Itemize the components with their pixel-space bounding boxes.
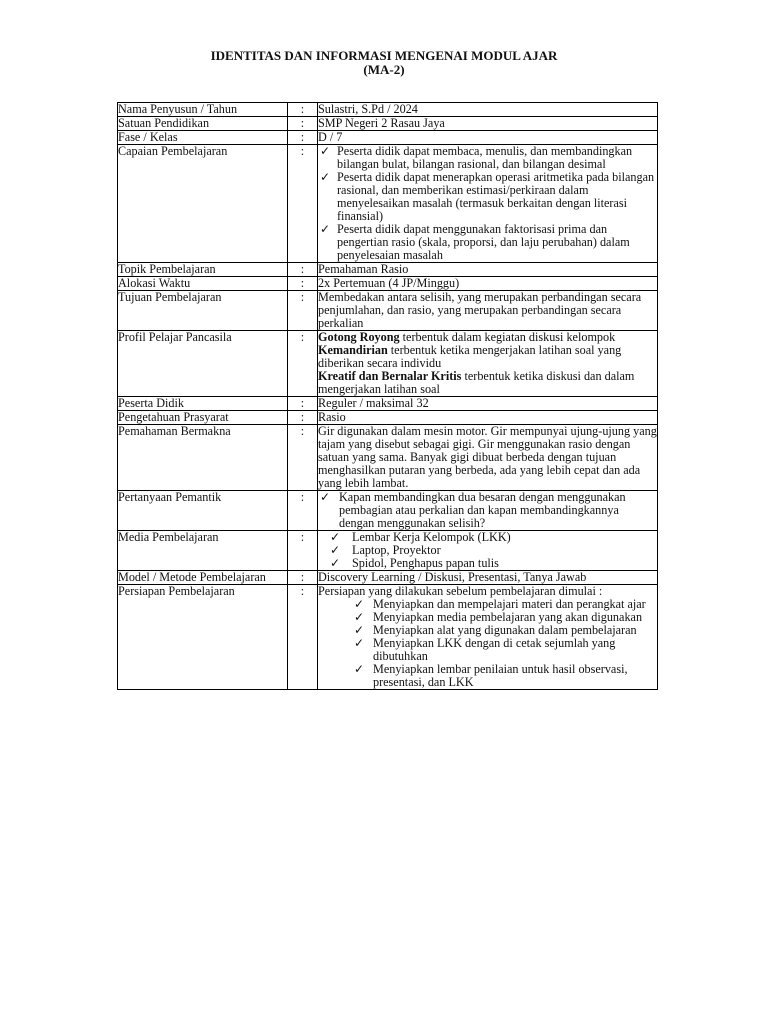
- capaian-list: [318, 145, 657, 262]
- colon: :: [288, 131, 318, 145]
- check-icon: ✓: [354, 636, 365, 650]
- document-title: [0, 49, 768, 77]
- persiapan-item-text: Menyiapkan alat yang digunakan dalam pembelajaran: [373, 623, 637, 637]
- media-item-text: Laptop, Proyektor: [352, 543, 441, 557]
- row-nama-penyusun: [118, 103, 658, 117]
- label-model-metode: Model / Metode Pembelajaran: [118, 571, 288, 585]
- capaian-item-text: Peserta didik dapat membaca, menulis, dan membandingkan bilangan bulat, bilangan rasional, dan bilangan desimal: [337, 144, 633, 171]
- row-capaian-pembelajaran: [118, 145, 658, 263]
- check-icon: ✓: [320, 490, 331, 504]
- check-icon: ✓: [354, 662, 365, 676]
- colon: :: [288, 103, 318, 117]
- profil-item-text: terbentuk dalam kegiatan diskusi kelompok: [399, 330, 616, 344]
- persiapan-item-text: Menyiapkan dan mempelajari materi dan perangkat ajar: [373, 597, 646, 611]
- check-icon: ✓: [320, 144, 331, 158]
- label-fase-kelas: Fase / Kelas: [118, 131, 288, 145]
- label-peserta-didik: Peserta Didik: [118, 397, 288, 411]
- row-profil-pelajar-pancasila: [118, 331, 658, 397]
- pemantik-list: [320, 491, 657, 530]
- row-tujuan-pembelajaran: [118, 291, 658, 331]
- value-nama-penyusun: Sulastri, S.Pd / 2024: [318, 103, 658, 117]
- profil-item: [318, 370, 657, 396]
- persiapan-item-text: Menyiapkan lembar penilaian untuk hasil observasi, presentasi, dan LKK: [373, 662, 628, 689]
- row-topik-pembelajaran: [118, 263, 658, 277]
- colon: :: [288, 531, 318, 571]
- persiapan-intro: Persiapan yang dilakukan sebelum pembelajaran dimulai :: [318, 584, 603, 598]
- module-identity-table: [117, 102, 658, 690]
- check-icon: ✓: [330, 543, 341, 557]
- label-nama-penyusun: Nama Penyusun / Tahun: [118, 103, 288, 117]
- title-line-1: IDENTITAS DAN INFORMASI MENGENAI MODUL AJAR: [210, 48, 558, 63]
- row-peserta-didik: [118, 397, 658, 411]
- row-fase-kelas: [118, 131, 658, 145]
- colon: :: [288, 411, 318, 425]
- colon: :: [288, 571, 318, 585]
- row-pemahaman-bermakna: [118, 425, 658, 491]
- check-icon: ✓: [320, 222, 331, 236]
- label-tujuan-pembelajaran: Tujuan Pembelajaran: [118, 291, 288, 331]
- row-pertanyaan-pemantik: [118, 491, 658, 531]
- title-line-2: (MA-2): [363, 62, 405, 77]
- row-satuan-pendidikan: [118, 117, 658, 131]
- list-item: [354, 637, 657, 663]
- profil-item-title: Gotong Royong: [318, 330, 400, 344]
- persiapan-list: [318, 598, 657, 689]
- profil-item-text: terbentuk ketika diskusi dan dalam mengerjakan latihan soal: [318, 369, 635, 396]
- check-icon: ✓: [354, 623, 365, 637]
- value-alokasi-waktu: 2x Pertemuan (4 JP/Minggu): [318, 277, 658, 291]
- row-media-pembelajaran: [118, 531, 658, 571]
- check-icon: ✓: [330, 556, 341, 570]
- check-icon: ✓: [354, 610, 365, 624]
- list-item: [354, 663, 657, 689]
- check-icon: ✓: [320, 170, 331, 184]
- media-item-text: Spidol, Penghapus papan tulis: [352, 556, 499, 570]
- list-item: [330, 557, 657, 570]
- colon: :: [288, 277, 318, 291]
- label-persiapan-pembelajaran: Persiapan Pembelajaran: [118, 585, 288, 690]
- label-satuan-pendidikan: Satuan Pendidikan: [118, 117, 288, 131]
- list-item: [318, 145, 657, 171]
- label-capaian-pembelajaran: Capaian Pembelajaran: [118, 145, 288, 263]
- colon: :: [288, 425, 318, 491]
- colon: :: [288, 145, 318, 263]
- value-tujuan-pembelajaran: Membedakan antara selisih, yang merupakan perbandingan secara penjumlahan, dan rasio, yang merupakan perbandingan secara perkalian: [318, 291, 658, 331]
- value-pengetahuan-prasyarat: Rasio: [318, 411, 658, 425]
- colon: :: [288, 585, 318, 690]
- pemantik-item-text: Kapan membandingkan dua besaran dengan menggunakan pembagian atau perkalian dan kapan membandingkannya dengan menggunakan selisih?: [339, 490, 626, 530]
- persiapan-item-text: Menyiapkan media pembelajaran yang akan digunakan: [373, 610, 643, 624]
- label-alokasi-waktu: Alokasi Waktu: [118, 277, 288, 291]
- colon: :: [288, 397, 318, 411]
- row-persiapan-pembelajaran: [118, 585, 658, 690]
- colon: :: [288, 291, 318, 331]
- value-pemahaman-bermakna: Gir digunakan dalam mesin motor. Gir mempunyai ujung-ujung yang tajam yang disebut sebagai gigi. Gir menggunakan rasio dengan satuan yang sama. Banyak gigi dibuat berbeda dengan tujuan menghasilkan putaran yang berbeda, ada yang lebih cepat dan ada yang lebih lambat.: [318, 424, 657, 490]
- capaian-item-text: Peserta didik dapat menerapkan operasi aritmetika pada bilangan rasional, dan memberikan estimasi/perkiraan dalam menyelesaikan masalah (termasuk berkaitan dengan literasi finansial): [337, 170, 655, 223]
- label-topik-pembelajaran: Topik Pembelajaran: [118, 263, 288, 277]
- profil-item: [318, 344, 657, 370]
- colon: :: [288, 117, 318, 131]
- list-item: [320, 491, 657, 530]
- value-fase-kelas: D / 7: [318, 131, 658, 145]
- row-model-metode: [118, 571, 658, 585]
- check-icon: ✓: [330, 530, 341, 544]
- label-pengetahuan-prasyarat: Pengetahuan Prasyarat: [118, 411, 288, 425]
- row-alokasi-waktu: [118, 277, 658, 291]
- value-peserta-didik: Reguler / maksimal 32: [318, 397, 658, 411]
- persiapan-item-text: Menyiapkan LKK dengan di cetak sejumlah yang dibutuhkan: [373, 636, 616, 663]
- label-pertanyaan-pemantik: Pertanyaan Pemantik: [118, 491, 288, 531]
- value-model-metode: Discovery Learning / Diskusi, Presentasi, Tanya Jawab: [318, 571, 658, 585]
- check-icon: ✓: [354, 597, 365, 611]
- row-pengetahuan-prasyarat: [118, 411, 658, 425]
- label-media-pembelajaran: Media Pembelajaran: [118, 531, 288, 571]
- colon: :: [288, 491, 318, 531]
- profil-item-title: Kemandirian: [318, 343, 388, 357]
- profil-item-title: Kreatif dan Bernalar Kritis: [318, 369, 462, 383]
- colon: :: [288, 331, 318, 397]
- list-item: [318, 171, 657, 223]
- label-profil-pelajar-pancasila: Profil Pelajar Pancasila: [118, 331, 288, 397]
- value-topik-pembelajaran: Pemahaman Rasio: [318, 263, 658, 277]
- profil-item-text: terbentuk ketika mengerjakan latihan soal yang diberikan secara individu: [318, 343, 622, 370]
- media-list: [318, 531, 657, 570]
- label-pemahaman-bermakna: Pemahaman Bermakna: [118, 425, 288, 491]
- media-item-text: Lembar Kerja Kelompok (LKK): [352, 530, 511, 544]
- list-item: [318, 223, 657, 262]
- capaian-item-text: Peserta didik dapat menggunakan faktorisasi prima dan pengertian rasio (skala, proporsi, dan laju perubahan) dalam penyelesaian masalah: [337, 222, 630, 262]
- colon: :: [288, 263, 318, 277]
- value-satuan-pendidikan: SMP Negeri 2 Rasau Jaya: [318, 117, 658, 131]
